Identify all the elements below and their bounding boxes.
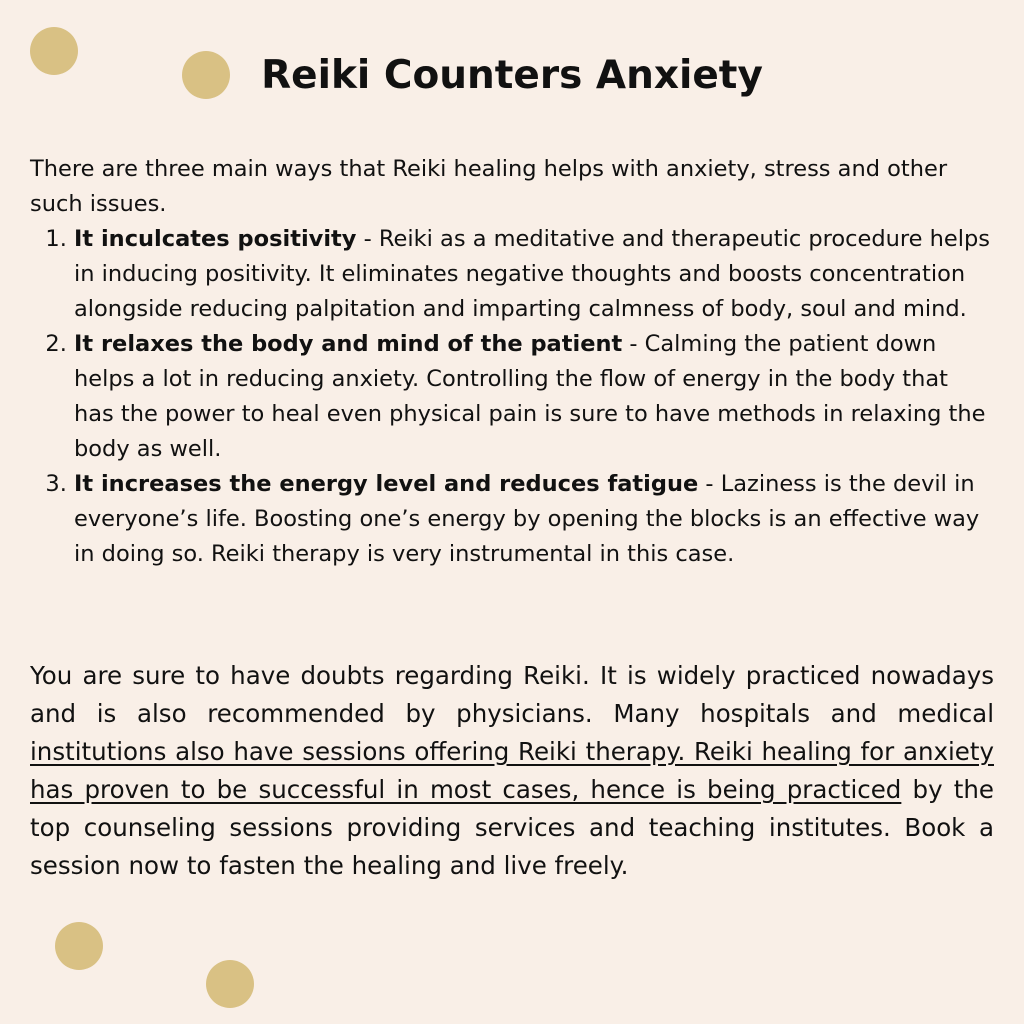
page-title: Reiki Counters Anxiety xyxy=(261,53,763,98)
intro-text: There are three main ways that Reiki healing helps with anxiety, stress and other such issues. xyxy=(30,156,948,217)
ways-list xyxy=(30,222,994,572)
intro-section xyxy=(30,152,994,572)
list-item-text: - Calming the patient down helps a lot in reducing anxiety. Controlling the flow of energy in the body that has the power to heal even physical pain is sure to have methods in relaxing the body as well. xyxy=(74,331,986,462)
decorative-dot xyxy=(206,960,254,1008)
list-item-heading: It inculcates positivity xyxy=(74,226,357,252)
closing-paragraph xyxy=(30,657,994,885)
list-item-text: - Reiki as a meditative and therapeutic procedure helps in inducing positivity. It eliminates negative thoughts and boosts concentration alongside reducing palpitation and imparting calmness of body, soul and mind. xyxy=(74,226,991,322)
list-item xyxy=(74,222,994,327)
closing-underlined-text: institutions also have sessions offering Reiki therapy. Reiki healing for anxiety has proven to be successful in most cases, hence is being practiced xyxy=(30,737,994,804)
closing-text-start: You are sure to have doubts regarding Reiki. It is widely practiced nowadays and is also recommended by physicians. Many hospitals and medical xyxy=(30,661,994,728)
closing-text-end: by the top counseling sessions providing services and teaching institutes. Book a session now to fasten the healing and live freely. xyxy=(30,775,994,880)
list-item xyxy=(74,327,994,467)
list-item-heading: It relaxes the body and mind of the patient xyxy=(74,331,623,357)
decorative-dot xyxy=(55,922,103,970)
list-item-text: - Laziness is the devil in everyone’s life. Boosting one’s energy by opening the blocks is an effective way in doing so. Reiki therapy is very instrumental in this case. xyxy=(74,471,980,567)
list-item xyxy=(74,467,994,572)
list-item-heading: It increases the energy level and reduces fatigue xyxy=(74,471,699,497)
